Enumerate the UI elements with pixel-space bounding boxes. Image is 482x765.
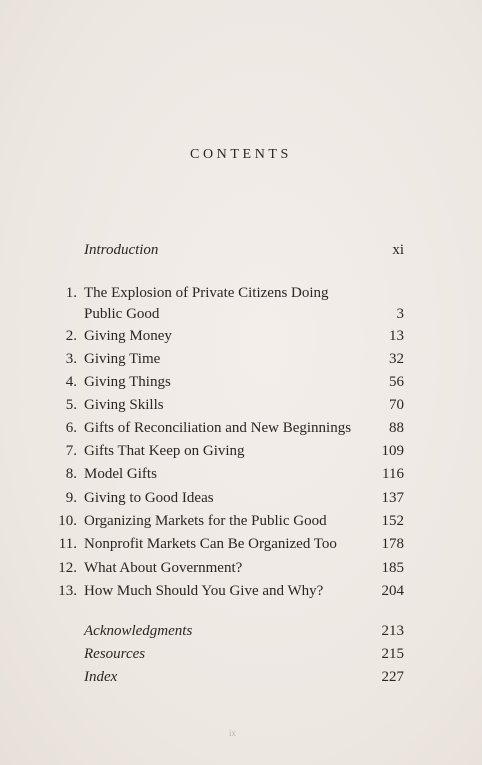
entry-title: Model Gifts <box>84 466 157 482</box>
chapter-number: 1. <box>65 285 77 301</box>
chapter-number: 3. <box>65 351 77 367</box>
toc-entry-chapter-11 <box>0 533 482 555</box>
chapter-number: 10. <box>58 513 77 529</box>
toc-entry-chapter-2 <box>0 325 482 347</box>
entry-title: Index <box>84 669 118 685</box>
entry-page: 32 <box>389 351 404 367</box>
entry-title-continued: Public Good <box>84 306 160 322</box>
entry-page: 227 <box>381 669 404 685</box>
toc-entry-introduction <box>0 239 482 261</box>
entry-title: Giving Skills <box>84 397 164 413</box>
entry-title: Giving to Good Ideas <box>84 490 214 506</box>
toc-entry-acknowledgments <box>0 620 482 642</box>
entry-page: xi <box>392 242 404 258</box>
page-folio: ix <box>229 728 237 738</box>
toc-entry-chapter-13 <box>0 580 482 602</box>
toc-entry-chapter-8 <box>0 463 482 485</box>
toc-entry-chapter-12 <box>0 557 482 579</box>
toc-entry-resources <box>0 643 482 665</box>
entry-title: Giving Things <box>84 374 171 390</box>
entry-title: Organizing Markets for the Public Good <box>84 513 327 529</box>
entry-title: Nonprofit Markets Can Be Organized Too <box>84 536 337 552</box>
entry-page: 116 <box>382 466 404 482</box>
entry-title: Giving Time <box>84 351 161 367</box>
chapter-number: 7. <box>65 443 77 459</box>
entry-page: 204 <box>381 583 404 599</box>
contents-heading: CONTENTS <box>190 147 292 162</box>
entry-title: How Much Should You Give and Why? <box>84 583 324 599</box>
toc-entry-chapter-10 <box>0 510 482 532</box>
toc-entry-chapter-1-continued <box>0 303 482 325</box>
entry-title: Giving Money <box>84 328 172 344</box>
chapter-number: 5. <box>65 397 77 413</box>
chapter-number: 8. <box>65 466 77 482</box>
entry-page: 13 <box>389 328 404 344</box>
entry-page: 178 <box>381 536 404 552</box>
chapter-number: 12. <box>58 560 77 576</box>
entry-title: Introduction <box>84 242 159 258</box>
chapter-number: 6. <box>65 420 77 436</box>
toc-entry-chapter-9 <box>0 487 482 509</box>
entry-page: 88 <box>389 420 404 436</box>
entry-title: The Explosion of Private Citizens Doing <box>84 285 329 301</box>
entry-page: 56 <box>389 374 404 390</box>
entry-title: Acknowledgments <box>84 623 193 639</box>
entry-page: 152 <box>381 513 404 529</box>
chapter-number: 11. <box>58 536 77 552</box>
toc-entry-chapter-4 <box>0 371 482 393</box>
entry-title: Resources <box>84 646 146 662</box>
entry-page: 70 <box>389 397 404 413</box>
entry-page: 215 <box>381 646 404 662</box>
entry-page: 3 <box>396 306 404 322</box>
entry-page: 109 <box>381 443 404 459</box>
toc-entry-chapter-5 <box>0 394 482 416</box>
toc-entry-chapter-7 <box>0 440 482 462</box>
toc-entry-chapter-3 <box>0 348 482 370</box>
chapter-number: 2. <box>65 328 77 344</box>
entry-page: 213 <box>381 623 404 639</box>
chapter-number: 13. <box>58 583 77 599</box>
entry-title: Gifts of Reconciliation and New Beginnings <box>84 420 352 436</box>
toc-entry-chapter-6 <box>0 417 482 439</box>
toc-entry-index <box>0 666 482 688</box>
entry-title: What About Government? <box>84 560 243 576</box>
entry-page: 137 <box>381 490 404 506</box>
entry-title: Gifts That Keep on Giving <box>84 443 245 459</box>
chapter-number: 9. <box>65 490 77 506</box>
toc-entry-chapter-1 <box>0 282 482 304</box>
chapter-number: 4. <box>65 374 77 390</box>
entry-page: 185 <box>381 560 404 576</box>
